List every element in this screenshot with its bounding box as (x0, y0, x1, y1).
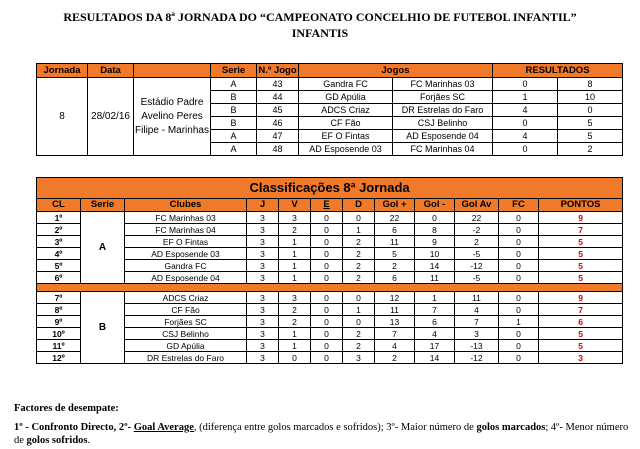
club-cell: ADCS Criaz (125, 292, 247, 304)
e-cell: 0 (311, 292, 343, 304)
points-cell: 5 (539, 260, 623, 272)
points-cell: 7 (539, 304, 623, 316)
e-cell: 0 (311, 212, 343, 224)
ga-cell: -12 (455, 260, 499, 272)
col-cl: CL (37, 199, 81, 212)
club-cell: AD Esposende 03 (125, 248, 247, 260)
e-cell: 0 (311, 272, 343, 284)
gm-cell: 9 (415, 236, 455, 248)
e-cell: 0 (311, 260, 343, 272)
e-cell: 0 (311, 248, 343, 260)
j-cell: 3 (247, 260, 279, 272)
fc-cell: 0 (499, 224, 539, 236)
points-cell: 5 (539, 328, 623, 340)
club-cell: Forjães SC (125, 316, 247, 328)
v-cell: 1 (279, 328, 311, 340)
e-cell: 0 (311, 316, 343, 328)
fc-cell: 0 (499, 260, 539, 272)
points-cell: 5 (539, 272, 623, 284)
e-cell: 0 (311, 340, 343, 352)
col-jornada: Jornada (37, 64, 88, 78)
game-away-score: 0 (558, 104, 623, 117)
fc-cell: 0 (499, 340, 539, 352)
j-cell: 3 (247, 212, 279, 224)
club-cell: Gandra FC (125, 260, 247, 272)
venue-value: Estádio Padre Avelino Peres Filipe - Marinhas (134, 78, 211, 156)
col-serie: Serie (211, 64, 257, 78)
v-cell: 1 (279, 236, 311, 248)
table-row (37, 224, 623, 236)
fc-cell: 0 (499, 248, 539, 260)
table-row (37, 212, 623, 224)
v-cell: 3 (279, 292, 311, 304)
game-serie: A (211, 130, 257, 143)
game-home: CF Fão (299, 117, 393, 130)
table-row (37, 340, 623, 352)
fc-cell: 0 (499, 352, 539, 364)
j-cell: 3 (247, 272, 279, 284)
ga-cell: -12 (455, 352, 499, 364)
col-jogos: Jogos (299, 64, 493, 78)
gp-cell: 11 (375, 304, 415, 316)
col-num-jogo: N.º Jogo (258, 64, 297, 76)
points-cell: 7 (539, 224, 623, 236)
ga-cell: -5 (455, 248, 499, 260)
club-cell: DR Estrelas do Faro (125, 352, 247, 364)
game-away-score: 2 (558, 143, 623, 156)
e-cell: 0 (311, 328, 343, 340)
j-cell: 3 (247, 340, 279, 352)
points-cell: 6 (539, 316, 623, 328)
table-row (37, 316, 623, 328)
tiebreak-part: 1º - Confronto Directo, 2º- (14, 422, 132, 433)
game-away: AD Esposende 04 (393, 130, 493, 143)
ga-cell: 22 (455, 212, 499, 224)
gp-cell: 6 (375, 272, 415, 284)
cl-cell: 4º (37, 248, 81, 260)
d-cell: 2 (343, 328, 375, 340)
ga-cell: 2 (455, 236, 499, 248)
ga-cell: 4 (455, 304, 499, 316)
points-cell: 3 (539, 352, 623, 364)
cl-cell: 8º (37, 304, 81, 316)
gp-cell: 13 (375, 316, 415, 328)
v-cell: 1 (279, 260, 311, 272)
game-home-score: 4 (493, 104, 558, 117)
club-cell: EF O Fintas (125, 236, 247, 248)
d-cell: 2 (343, 236, 375, 248)
cl-cell: 5º (37, 260, 81, 272)
col-data: Data (88, 64, 134, 78)
game-num: 43 (257, 78, 299, 91)
club-cell: AD Esposende 04 (125, 272, 247, 284)
games-header-row (37, 64, 623, 78)
fc-cell: 0 (499, 212, 539, 224)
j-cell: 3 (247, 292, 279, 304)
game-home: ADCS Criaz (299, 104, 393, 117)
tiebreak-part: Goal Average (133, 422, 194, 433)
points-cell: 5 (539, 236, 623, 248)
table-row (37, 248, 623, 260)
game-away: Forjães SC (393, 91, 493, 104)
d-cell: 3 (343, 352, 375, 364)
col-gol-av: Gol Av (455, 199, 499, 212)
col-d: D (343, 199, 375, 212)
cl-cell: 10º (37, 328, 81, 340)
game-row (37, 78, 623, 91)
v-cell: 1 (279, 272, 311, 284)
game-away-score: 5 (558, 130, 623, 143)
game-serie: B (211, 117, 257, 130)
e-cell: 0 (311, 236, 343, 248)
v-cell: 2 (279, 316, 311, 328)
table-row (37, 328, 623, 340)
game-home: GD Apúlia (299, 91, 393, 104)
game-home-score: 1 (493, 91, 558, 104)
game-away-score: 10 (558, 91, 623, 104)
ga-cell: 11 (455, 292, 499, 304)
club-cell: GD Apúlia (125, 340, 247, 352)
gp-cell: 11 (375, 236, 415, 248)
v-cell: 1 (279, 248, 311, 260)
d-cell: 2 (343, 272, 375, 284)
game-home: AD Esposende 03 (299, 143, 393, 156)
gp-cell: 22 (375, 212, 415, 224)
v-cell: 2 (279, 304, 311, 316)
table-row (37, 236, 623, 248)
serie-a-label: A (81, 212, 125, 284)
game-away: DR Estrelas do Faro (393, 104, 493, 117)
game-home-score: 0 (493, 78, 558, 91)
col-gol-minus: Gol - (415, 199, 455, 212)
ga-cell: -5 (455, 272, 499, 284)
v-cell: 1 (279, 340, 311, 352)
game-away-score: 5 (558, 117, 623, 130)
fc-cell: 0 (499, 272, 539, 284)
cl-cell: 3º (37, 236, 81, 248)
gp-cell: 2 (375, 260, 415, 272)
fc-cell: 0 (499, 304, 539, 316)
fc-cell: 0 (499, 328, 539, 340)
standings-header-row (37, 199, 623, 212)
game-num: 45 (257, 104, 299, 117)
col-local (134, 64, 211, 78)
col-serie: Serie (81, 199, 125, 212)
e-cell: 0 (311, 304, 343, 316)
table-row (37, 352, 623, 364)
col-e: E (311, 199, 343, 212)
j-cell: 3 (247, 352, 279, 364)
j-cell: 3 (247, 248, 279, 260)
points-cell: 5 (539, 248, 623, 260)
game-serie: A (211, 143, 257, 156)
d-cell: 0 (343, 292, 375, 304)
game-num: 46 (257, 117, 299, 130)
tiebreak-heading: Factores de desempate: (14, 403, 119, 414)
v-cell: 2 (279, 224, 311, 236)
table-row (37, 304, 623, 316)
fc-cell: 0 (499, 236, 539, 248)
tiebreak-part: , (diferença entre golos marcados e sofridos); 3º- Maior número de (193, 422, 474, 433)
d-cell: 0 (343, 212, 375, 224)
gp-cell: 4 (375, 340, 415, 352)
ga-cell: 7 (455, 316, 499, 328)
gp-cell: 7 (375, 328, 415, 340)
cl-cell: 11º (37, 340, 81, 352)
gm-cell: 11 (415, 272, 455, 284)
tiebreak-part: . (87, 435, 91, 446)
cl-cell: 9º (37, 316, 81, 328)
table-row (37, 260, 623, 272)
tiebreak-part: golos sofridos (26, 435, 88, 446)
col-v: V (279, 199, 311, 212)
gp-cell: 12 (375, 292, 415, 304)
games-table (36, 63, 623, 156)
standings-table (36, 177, 623, 364)
gp-cell: 6 (375, 224, 415, 236)
cl-cell: 2º (37, 224, 81, 236)
gm-cell: 17 (415, 340, 455, 352)
club-cell: FC Marinhas 04 (125, 224, 247, 236)
d-cell: 2 (343, 260, 375, 272)
game-serie: A (211, 78, 257, 91)
game-home: Gandra FC (299, 78, 393, 91)
d-cell: 2 (343, 340, 375, 352)
game-serie: B (211, 104, 257, 117)
gm-cell: 8 (415, 224, 455, 236)
ga-cell: 3 (455, 328, 499, 340)
fc-cell: 1 (499, 316, 539, 328)
e-cell: 0 (311, 352, 343, 364)
game-num: 48 (257, 143, 299, 156)
game-home-score: 0 (493, 143, 558, 156)
game-num: 47 (257, 130, 299, 143)
gp-cell: 2 (375, 352, 415, 364)
game-away: FC Marinhas 04 (393, 143, 493, 156)
page-title: RESULTADOS DA 8ª JORNADA DO “CAMPEONATO CONCELHIO DE FUTEBOL INFANTIL” (63, 10, 577, 24)
game-away-score: 8 (558, 78, 623, 91)
page-subtitle: INFANTIS (291, 26, 349, 40)
cl-cell: 6º (37, 272, 81, 284)
e-cell: 0 (311, 224, 343, 236)
j-cell: 3 (247, 328, 279, 340)
game-home-score: 0 (493, 117, 558, 130)
cl-cell: 7º (37, 292, 81, 304)
col-j: J (247, 199, 279, 212)
data-value: 28/02/16 (88, 78, 134, 156)
gm-cell: 6 (415, 316, 455, 328)
group-separator (37, 284, 623, 292)
game-away: CSJ Belinho (393, 117, 493, 130)
table-row (37, 292, 623, 304)
ga-cell: -2 (455, 224, 499, 236)
d-cell: 1 (343, 224, 375, 236)
points-cell: 5 (539, 340, 623, 352)
d-cell: 2 (343, 248, 375, 260)
jornada-value: 8 (37, 78, 88, 156)
standings-title: Classificações 8ª Jornada (37, 178, 623, 199)
game-away: FC Marinhas 03 (393, 78, 493, 91)
gm-cell: 10 (415, 248, 455, 260)
points-cell: 9 (539, 212, 623, 224)
v-cell: 0 (279, 352, 311, 364)
gp-cell: 5 (375, 248, 415, 260)
game-num: 44 (257, 91, 299, 104)
cl-cell: 1º (37, 212, 81, 224)
serie-b-label: B (81, 292, 125, 364)
table-row (37, 272, 623, 284)
tiebreak-section (14, 402, 629, 447)
club-cell: CSJ Belinho (125, 328, 247, 340)
gm-cell: 0 (415, 212, 455, 224)
tiebreak-part: ; 4º- Menor número de (14, 422, 629, 446)
v-cell: 3 (279, 212, 311, 224)
col-pontos: PONTOS (539, 199, 623, 212)
ga-cell: -13 (455, 340, 499, 352)
game-home-score: 4 (493, 130, 558, 143)
col-clubes: Clubes (125, 199, 247, 212)
j-cell: 3 (247, 224, 279, 236)
game-serie: B (211, 91, 257, 104)
d-cell: 0 (343, 316, 375, 328)
gm-cell: 14 (415, 260, 455, 272)
col-gol-plus: Gol + (375, 199, 415, 212)
gm-cell: 1 (415, 292, 455, 304)
j-cell: 3 (247, 236, 279, 248)
tiebreak-text (14, 421, 629, 447)
fc-cell: 0 (499, 292, 539, 304)
cl-cell: 12º (37, 352, 81, 364)
gm-cell: 7 (415, 304, 455, 316)
d-cell: 1 (343, 304, 375, 316)
col-resultados: RESULTADOS (493, 64, 623, 78)
j-cell: 3 (247, 316, 279, 328)
j-cell: 3 (247, 304, 279, 316)
gm-cell: 14 (415, 352, 455, 364)
club-cell: CF Fão (125, 304, 247, 316)
points-cell: 9 (539, 292, 623, 304)
gm-cell: 4 (415, 328, 455, 340)
col-fc: FC (499, 199, 539, 212)
tiebreak-part: golos marcados (476, 422, 546, 433)
club-cell: FC Marinhas 03 (125, 212, 247, 224)
game-home: EF O Fintas (299, 130, 393, 143)
